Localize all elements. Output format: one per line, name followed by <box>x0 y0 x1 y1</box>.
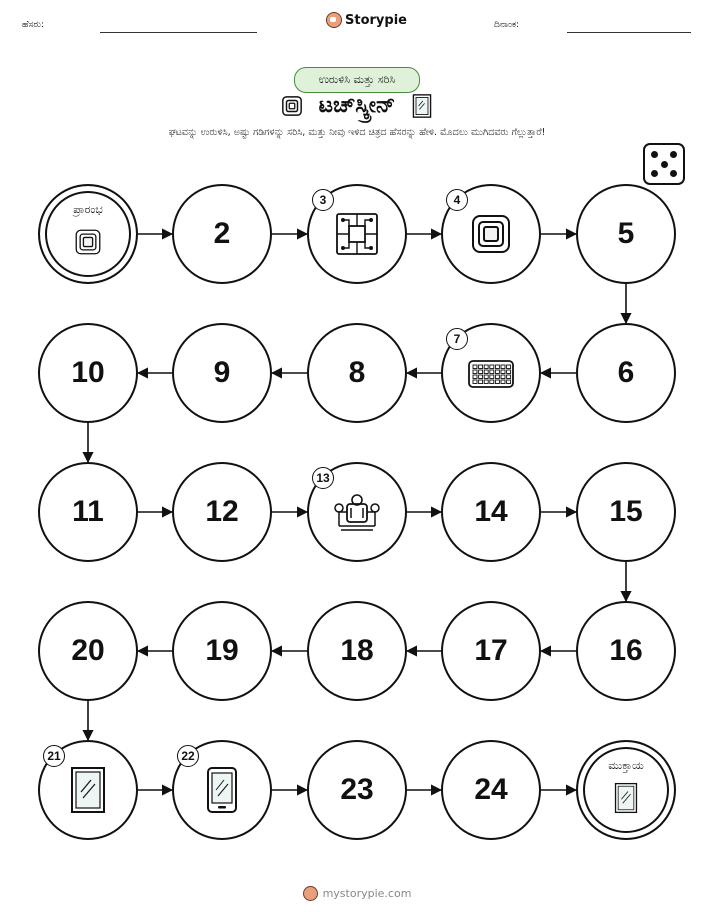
keyboard-icon <box>465 347 517 399</box>
board-space-9[interactable] <box>172 323 272 423</box>
tablet-icon <box>196 764 248 816</box>
space-number: 10 <box>71 356 105 389</box>
space-number: 12 <box>205 495 239 528</box>
space-number: 14 <box>474 495 508 528</box>
board-space-22[interactable] <box>172 740 272 840</box>
space-number-badge: 21 <box>43 745 65 767</box>
circuit-board-icon <box>331 208 383 260</box>
start-label: ಪ್ರಾರಂಭ <box>73 203 103 216</box>
board-space-24[interactable] <box>441 740 541 840</box>
game-type-pill: ಉರುಳಿಸಿ ಮತ್ತು ಸರಿಸಿ <box>294 67 420 93</box>
space-number: 2 <box>213 217 231 250</box>
touchscreen-icon <box>465 208 517 260</box>
board-space-19[interactable] <box>172 601 272 701</box>
space-number-badge: 13 <box>312 467 334 489</box>
space-number-badge: 3 <box>312 189 334 211</box>
space-number: 11 <box>72 495 104 528</box>
glass-panel-icon <box>609 781 643 815</box>
space-number: 15 <box>609 495 643 528</box>
board-space-12[interactable] <box>172 462 272 562</box>
space-number-badge: 22 <box>177 745 199 767</box>
space-number-badge: 4 <box>446 189 468 211</box>
footer-url[interactable]: mystorypie.com <box>322 887 412 900</box>
board-space-17[interactable] <box>441 601 541 701</box>
space-number: 24 <box>474 773 508 806</box>
date-label: ದಿನಾಂಕ: <box>494 20 520 30</box>
board-space-7[interactable] <box>441 323 541 423</box>
board-space-21[interactable] <box>38 740 138 840</box>
space-number: 19 <box>205 634 239 667</box>
space-number: 20 <box>71 634 105 667</box>
board-space-10[interactable] <box>38 323 138 423</box>
space-number-badge: 7 <box>446 328 468 350</box>
storypie-logo-icon <box>303 886 318 901</box>
space-number: 17 <box>474 634 508 667</box>
board-space-14[interactable] <box>441 462 541 562</box>
board-space-13[interactable] <box>307 462 407 562</box>
board-space-23[interactable] <box>307 740 407 840</box>
finish-label: ಮುಕ್ತಾಯ <box>608 759 644 772</box>
space-number: 16 <box>609 634 643 667</box>
board-space-6[interactable] <box>576 323 676 423</box>
board-space-16[interactable] <box>576 601 676 701</box>
board-space-5[interactable] <box>576 184 676 284</box>
board-space-4[interactable] <box>441 184 541 284</box>
board-space-3[interactable] <box>307 184 407 284</box>
board-space-8[interactable] <box>307 323 407 423</box>
machine-icon <box>331 486 383 538</box>
glass-panel-icon <box>62 764 114 816</box>
board-space-15[interactable] <box>576 462 676 562</box>
space-number: 5 <box>617 217 635 250</box>
space-number: 8 <box>348 356 366 389</box>
board-space-11[interactable] <box>38 462 138 562</box>
name-label: ಹೆಸರು: <box>22 20 45 30</box>
brand-name: Storypie <box>345 12 407 28</box>
finish-space[interactable] <box>576 740 676 840</box>
board-space-20[interactable] <box>38 601 138 701</box>
space-number: 6 <box>617 356 635 389</box>
start-space[interactable] <box>38 184 138 284</box>
board-space-18[interactable] <box>307 601 407 701</box>
page-title: ಟಚ್‌ಸ್ಕ್ರೀನ್ <box>318 93 396 118</box>
board-space-2[interactable] <box>172 184 272 284</box>
instructions: ಘಟವನ್ನು ಉರುಳಿಸಿ, ಅಷ್ಟು ಗಡಿಗಳನ್ನು ಸರಿಸಿ, ಮತ್ತು ನೀವು ಇಳಿದ ಚಿತ್ರದ ಹೆಸರನ್ನು ಹೇಳಿ. ಮೊದಲು ಮುಗಿದವರು ಗೆಲ್ಲುತ್ತಾರೆ! <box>168 127 546 138</box>
space-number: 18 <box>340 634 374 667</box>
footer <box>0 886 714 901</box>
space-number: 9 <box>213 356 231 389</box>
touchscreen-icon <box>71 225 105 259</box>
space-number: 23 <box>340 773 374 806</box>
